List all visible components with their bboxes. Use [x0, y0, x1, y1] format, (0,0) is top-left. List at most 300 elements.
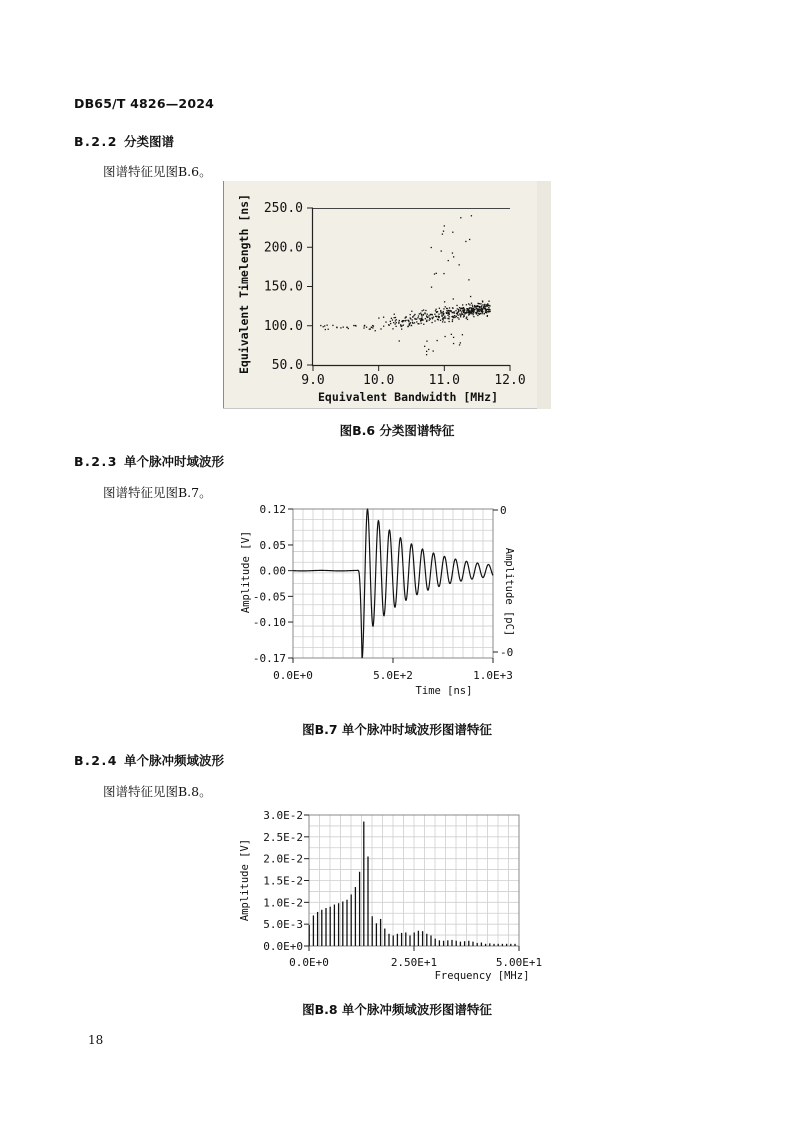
scatter-point [432, 318, 433, 319]
scatter-point [452, 232, 453, 233]
scatter-point [459, 344, 460, 345]
scatter-point [483, 307, 484, 308]
scatter-point [444, 336, 445, 337]
scatter-point [370, 328, 371, 329]
scatter-point [469, 304, 470, 305]
y-tick-label: 0.05 [259, 538, 286, 552]
scatter-point [460, 316, 461, 317]
scatter-point [453, 298, 454, 299]
scatter-point [418, 315, 419, 316]
figure-reference-text: 图谱特征见图B.6。 [103, 164, 212, 179]
figure-caption-b6: 图B.6 分类图谱特征 [339, 423, 455, 438]
scatter-point [396, 319, 397, 320]
scatter-point [486, 304, 487, 305]
scatter-point [393, 322, 394, 323]
scatter-point [477, 315, 478, 316]
scatter-point [462, 314, 463, 315]
scatter-point [468, 309, 469, 310]
scatter-point [441, 312, 442, 313]
document-id: DB65/T 4826—2024 [74, 96, 215, 111]
y2-tick-label: 0 [500, 504, 507, 517]
scatter-point [463, 314, 464, 315]
scatter-point [466, 304, 467, 305]
y-axis-label: Amplitude [V] [239, 838, 251, 922]
scatter-point [413, 315, 414, 316]
scatter-point [353, 325, 354, 326]
scatter-point [488, 309, 489, 310]
scatter-point [482, 304, 483, 305]
y-tick-label: 150.0 [263, 279, 303, 295]
scatter-point [411, 311, 412, 312]
scrollbar-strip [537, 181, 551, 409]
scatter-point [421, 323, 422, 324]
scatter-point [472, 311, 473, 312]
scatter-point [444, 225, 445, 226]
scatter-point [416, 319, 417, 320]
x-tick-label: 10.0 [363, 373, 395, 388]
scatter-point [428, 349, 429, 350]
scatter-point [422, 310, 423, 311]
scatter-point [429, 318, 430, 319]
scatter-point [372, 327, 373, 328]
scatter-point [438, 314, 439, 315]
scatter-point [373, 325, 374, 326]
scatter-point [474, 309, 475, 310]
section-heading-b23 [74, 452, 224, 470]
scatter-point [420, 313, 421, 314]
y-tick-label: -0.10 [252, 616, 286, 630]
scatter-point [482, 311, 483, 312]
scatter-point [467, 308, 468, 309]
scatter-point [480, 307, 481, 308]
scatter-point [427, 314, 428, 315]
scatter-point [408, 321, 409, 322]
scatter-point [472, 305, 473, 306]
scatter-point [484, 304, 485, 305]
scatter-point [441, 314, 442, 315]
scatter-point [323, 326, 324, 327]
section-heading-b22 [74, 132, 174, 150]
scatter-point [394, 317, 395, 318]
scatter-point [403, 320, 404, 321]
y2-axis-label: Amplitude [pC] [503, 547, 515, 637]
scatter-point [328, 329, 329, 330]
scatter-point [414, 314, 415, 315]
scatter-point [336, 327, 337, 328]
scatter-point [434, 314, 435, 315]
scatter-point [442, 312, 443, 313]
scatter-point [475, 312, 476, 313]
scatter-point [474, 306, 475, 307]
scatter-point [453, 337, 454, 338]
x-tick-label: 0.0E+0 [289, 956, 329, 969]
scatter-point [448, 310, 449, 311]
scatter-point [442, 318, 443, 319]
y-tick-label: 3.0E-2 [263, 809, 303, 822]
scatter-point [380, 328, 381, 329]
page-number: 18 [88, 1033, 104, 1047]
scatter-point [320, 325, 321, 326]
scatter-point [408, 326, 409, 327]
scatter-point [444, 316, 445, 317]
scatter-point [443, 231, 444, 232]
scatter-point [435, 316, 436, 317]
scatter-point [405, 320, 406, 321]
scatter-point [424, 313, 425, 314]
scatter-point [419, 313, 420, 314]
scatter-point [480, 303, 481, 304]
y-tick-label: 0.0E+0 [263, 940, 303, 953]
scatter-point [424, 346, 425, 347]
scatter-point [433, 350, 434, 351]
scatter-point [457, 313, 458, 314]
scatter-point [401, 321, 402, 322]
scatter-point [437, 340, 438, 341]
scatter-point [460, 314, 461, 315]
scatter-point [395, 323, 396, 324]
scatter-point [466, 310, 467, 311]
y-tick-label: 5.0E-3 [263, 918, 303, 932]
scatter-point [401, 325, 402, 326]
frequency-domain-bar-chart [236, 806, 543, 986]
scatter-point [460, 310, 461, 311]
figure-reference-text: 图谱特征见图B.8。 [103, 784, 212, 799]
scatter-point [469, 311, 470, 312]
scatter-point [414, 318, 415, 319]
scatter-point [431, 247, 432, 248]
scatter-point [485, 306, 486, 307]
scatter-point [410, 322, 411, 323]
y-tick-label: 2.5E-2 [263, 830, 303, 844]
scatter-point [433, 316, 434, 317]
scatter-point [477, 311, 478, 312]
scatter-point [390, 323, 391, 324]
scatter-point [436, 312, 437, 313]
scatter-point [391, 318, 392, 319]
scatter-point [388, 325, 389, 326]
y-axis-label: Equivalent Timelength [ns] [237, 193, 251, 375]
scatter-point [411, 325, 412, 326]
scatter-point [403, 324, 404, 325]
scatter-point [364, 325, 365, 326]
section-title: 单个脉冲频域波形 [124, 753, 225, 768]
scatter-point [447, 311, 448, 312]
scatter-point [468, 279, 469, 280]
section-heading-b24 [74, 751, 224, 769]
scatter-point [472, 313, 473, 314]
section-title: 分类图谱 [124, 134, 175, 149]
scatter-point [467, 312, 468, 313]
scatter-point [426, 320, 427, 321]
scatter-point [458, 310, 459, 311]
scatter-point [434, 273, 435, 274]
scatter-point [421, 314, 422, 315]
scatter-point [449, 307, 450, 308]
scatter-point [371, 326, 372, 327]
scatter-point [366, 327, 367, 328]
y-tick-label: 0.12 [259, 503, 286, 516]
scatter-point [485, 308, 486, 309]
scatter-point [461, 311, 462, 312]
scatter-point [466, 316, 467, 317]
scatter-point [473, 309, 474, 310]
scatter-point [407, 320, 408, 321]
scatter-point [470, 313, 471, 314]
scatter-point [472, 314, 473, 315]
scatter-point [487, 316, 488, 317]
scatter-point [392, 328, 393, 329]
scatter-point [438, 317, 439, 318]
scatter-point [439, 308, 440, 309]
scatter-point [485, 312, 486, 313]
scatter-point [438, 319, 439, 320]
y-axis-label: Amplitude [V] [240, 530, 252, 614]
y-tick-label: -0.05 [252, 590, 286, 604]
scatter-point [455, 315, 456, 316]
figure-caption-b7: 图B.7 单个脉冲时域波形图谱特征 [302, 722, 492, 737]
scatter-point [422, 319, 423, 320]
y-tick-label: 2.0E-2 [263, 852, 303, 866]
scatter-point [460, 217, 461, 218]
scatter-point [479, 306, 480, 307]
scatter-point [441, 316, 442, 317]
scatter-point [452, 319, 453, 320]
scatter-point [462, 304, 463, 305]
scatter-point [395, 326, 396, 327]
scatter-point [450, 311, 451, 312]
scatter-point [455, 310, 456, 311]
scatter-point [405, 317, 406, 318]
scatter-point [473, 316, 474, 317]
scatter-point [426, 341, 427, 342]
scatter-point [378, 317, 379, 318]
scatter-point [464, 313, 465, 314]
scatter-point [474, 305, 475, 306]
scatter-point [465, 241, 466, 242]
scatter-point [448, 260, 449, 261]
scatter-point [471, 215, 472, 216]
scatter-point [440, 311, 441, 312]
scatter-point [340, 327, 341, 328]
scatter-point [423, 309, 424, 310]
scatter-point [470, 296, 471, 297]
scatter-point [488, 307, 489, 308]
scatter-point [443, 318, 444, 319]
scatter-point [383, 326, 384, 327]
scatter-point [392, 319, 393, 320]
scatter-point [446, 308, 447, 309]
scatter-point [325, 329, 326, 330]
scatter-point [442, 233, 443, 234]
y-tick-label: 1.0E-2 [263, 896, 303, 910]
scatter-point [449, 314, 450, 315]
scatter-point [401, 328, 402, 329]
scatter-point [375, 330, 376, 331]
scatter-point [428, 315, 429, 316]
scatter-point [348, 328, 349, 329]
y-tick-label: -0.17 [252, 652, 286, 665]
section-number: B.2.4 [74, 753, 118, 768]
y-tick-label: 100.0 [263, 318, 303, 334]
scatter-point [471, 303, 472, 304]
scatter-point [383, 317, 384, 318]
scatter-point [466, 318, 467, 319]
scatter-point [396, 322, 397, 323]
x-axis-label: Time [ns] [415, 685, 473, 697]
scatter-point [449, 316, 450, 317]
scatter-point [363, 327, 364, 328]
scatter-point [399, 340, 400, 341]
scatter-point [468, 303, 469, 304]
scatter-point [417, 317, 418, 318]
scatter-point [457, 315, 458, 316]
scatter-point [432, 314, 433, 315]
scatter-point [487, 311, 488, 312]
scatter-point [478, 313, 479, 314]
scatter-point [447, 315, 448, 316]
scatter-point [446, 310, 447, 311]
scatter-point [449, 310, 450, 311]
x-tick-label: 5.00E+1 [495, 956, 543, 969]
scatter-point [472, 306, 473, 307]
scatter-point [431, 287, 432, 288]
section-number: B.2.2 [74, 134, 118, 149]
scatter-point [454, 312, 455, 313]
scatter-point [471, 308, 472, 309]
scatter-point [443, 308, 444, 309]
scatter-point [477, 303, 478, 304]
classification-scatter-chart [223, 181, 551, 409]
scatter-point [476, 306, 477, 307]
scatter-point [488, 305, 489, 306]
scatter-point [324, 325, 325, 326]
scatter-point [421, 318, 422, 319]
scatter-point [444, 301, 445, 302]
scatter-point [355, 325, 356, 326]
scatter-point [442, 321, 443, 322]
scatter-point [473, 311, 474, 312]
scatter-point [466, 312, 467, 313]
y-tick-label: 200.0 [263, 240, 303, 256]
section-title: 单个脉冲时域波形 [124, 454, 225, 469]
scatter-point [399, 320, 400, 321]
scatter-point [419, 318, 420, 319]
scatter-point [444, 322, 445, 323]
scatter-point [426, 354, 427, 355]
scatter-point [412, 323, 413, 324]
y-tick-label: 250.0 [263, 201, 303, 216]
scatter-point [463, 311, 464, 312]
scatter-point [452, 312, 453, 313]
scatter-point [423, 324, 424, 325]
scatter-point [436, 273, 437, 274]
scatter-point [458, 318, 459, 319]
scatter-point [457, 317, 458, 318]
scatter-point [414, 322, 415, 323]
scatter-point [385, 321, 386, 322]
scatter-point [453, 343, 454, 344]
time-domain-waveform-chart [236, 500, 526, 705]
section-number: B.2.3 [74, 454, 118, 469]
scatter-point [489, 311, 490, 312]
x-axis-label: Frequency [MHz] [434, 970, 530, 982]
scatter-point [394, 314, 395, 315]
scatter-point [440, 320, 441, 321]
figure-caption-b8: 图B.8 单个脉冲频域波形图谱特征 [302, 1002, 492, 1017]
scatter-point [460, 308, 461, 309]
scatter-point [452, 252, 453, 253]
x-tick-label: 2.50E+1 [390, 956, 438, 969]
scatter-point [463, 308, 464, 309]
scatter-point [478, 308, 479, 309]
x-tick-label: 9.0 [301, 373, 325, 388]
scatter-point [452, 308, 453, 309]
scatter-point [443, 311, 444, 312]
scatter-point [410, 317, 411, 318]
scatter-point [390, 321, 391, 322]
scatter-point [459, 264, 460, 265]
scatter-point [445, 317, 446, 318]
scatter-point [417, 323, 418, 324]
scatter-point [454, 317, 455, 318]
scatter-point [459, 307, 460, 308]
scatter-point [332, 325, 333, 326]
scatter-point [434, 320, 435, 321]
scatter-point [443, 273, 444, 274]
scatter-point [462, 308, 463, 309]
scatter-point [457, 308, 458, 309]
scatter-point [430, 314, 431, 315]
scatter-point [460, 342, 461, 343]
scatter-point [441, 250, 442, 251]
scatter-point [326, 325, 327, 326]
scatter-point [469, 307, 470, 308]
scatter-point [445, 306, 446, 307]
scatter-point [488, 301, 489, 302]
y-tick-label: 1.5E-2 [263, 874, 303, 888]
scatter-point [425, 310, 426, 311]
scatter-point [443, 314, 444, 315]
scatter-point [459, 313, 460, 314]
scatter-point [477, 308, 478, 309]
scatter-point [485, 310, 486, 311]
scatter-point [421, 316, 422, 317]
scatter-point [423, 314, 424, 315]
scatter-point [410, 314, 411, 315]
scatter-point [481, 310, 482, 311]
scatter-point [395, 320, 396, 321]
scatter-point [453, 256, 454, 257]
scatter-point [398, 322, 399, 323]
scatter-point [435, 310, 436, 311]
scatter-point [469, 239, 470, 240]
scatter-point [426, 316, 427, 317]
x-tick-label: 1.0E+3 [473, 669, 513, 682]
scatter-point [426, 351, 427, 352]
scatter-point [464, 312, 465, 313]
scatter-point [447, 313, 448, 314]
y2-tick-label: -0 [500, 646, 514, 659]
scatter-point [452, 316, 453, 317]
scatter-point [464, 309, 465, 310]
scatter-point [395, 317, 396, 318]
scatter-point [463, 316, 464, 317]
x-tick-label: 12.0 [494, 373, 526, 388]
scatter-point [480, 309, 481, 310]
scatter-point [454, 315, 455, 316]
scatter-point [431, 322, 432, 323]
scatter-point [435, 309, 436, 310]
